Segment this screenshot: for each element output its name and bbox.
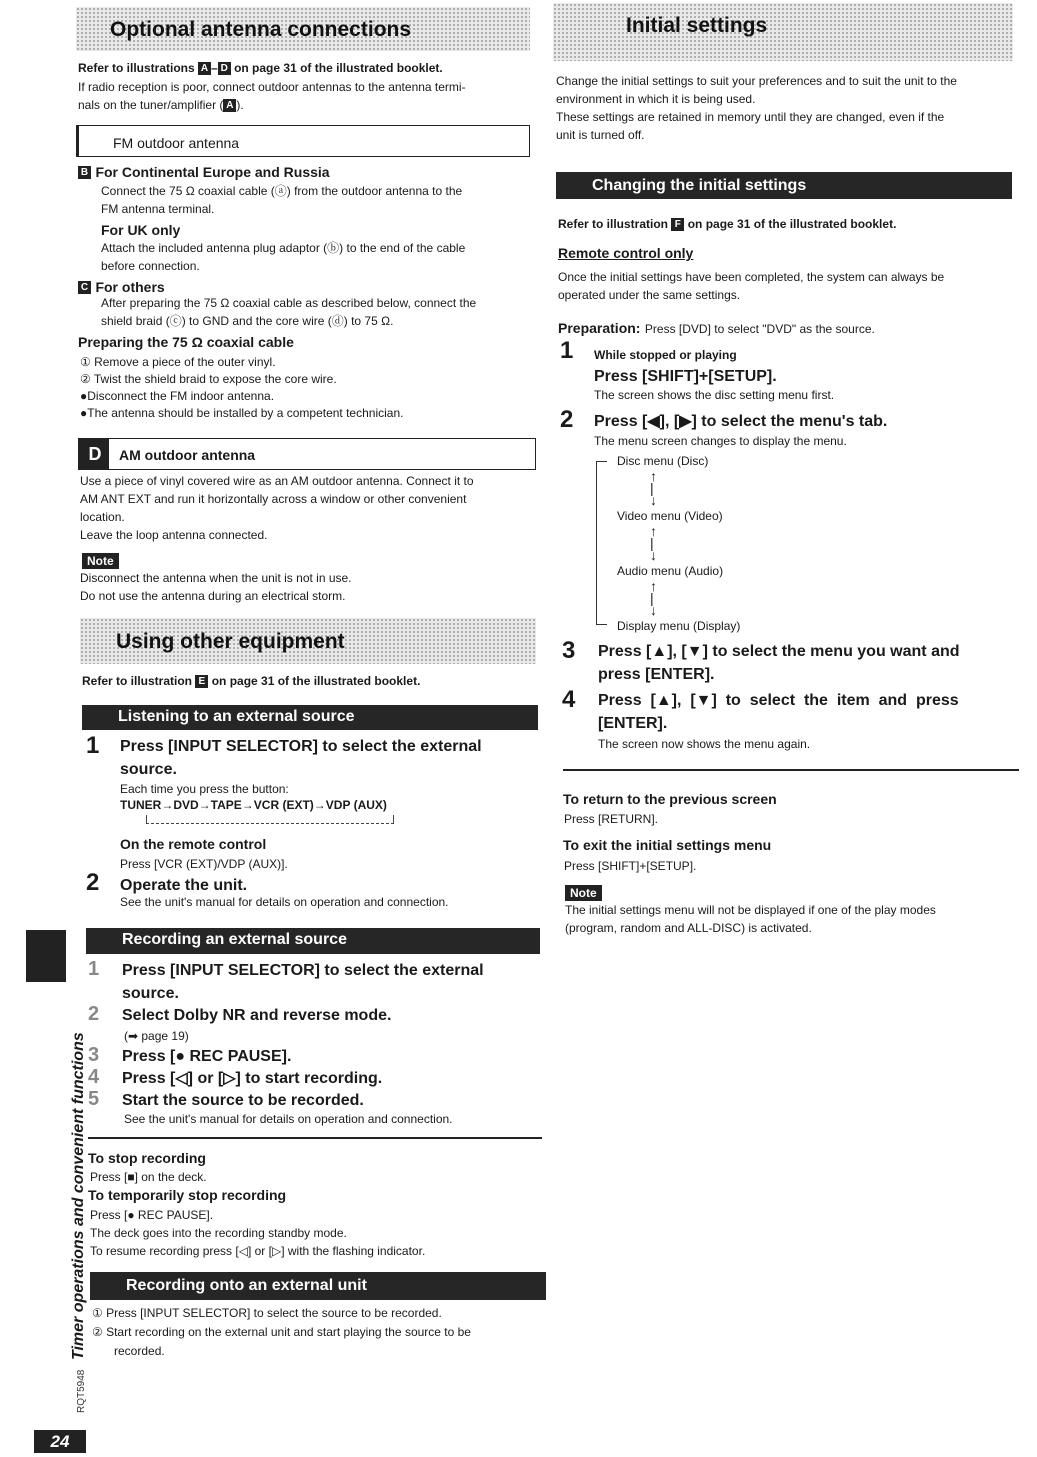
menu-display: Display menu (Display): [617, 619, 741, 633]
other-ref: Refer to illustration E on page 31 of the illustrated booklet.: [82, 674, 421, 688]
initial-title: Initial settings: [626, 14, 768, 37]
remote-text: Press [VCR (EXT)/VDP (AUX)].: [120, 857, 288, 871]
record-n3: 3: [88, 1044, 100, 1066]
optional-ref: Refer to illustrations A – D on page 31 of the illustrated booklet.: [78, 61, 443, 75]
menu-cycle-line: [596, 461, 607, 625]
side-label: Timer operations and convenient functions: [70, 1032, 87, 1360]
side-tab: [26, 930, 66, 982]
right-note-text: The initial settings menu will not be displayed if one of the play modes (program, random and ALL-DISC) is activated.: [565, 903, 936, 935]
init-step2-sub: The menu screen changes to display the menu.: [594, 434, 847, 448]
b-text: Connect the 75 Ω coaxial cable (ⓐ) from the outdoor antenna to the FM antenna terminal.: [101, 184, 463, 216]
init-step4: Press [▲], [▼] to select the item and press [ENTER].: [598, 692, 959, 732]
init-step4-num: 4: [562, 686, 576, 713]
record-n2: 2: [88, 1003, 100, 1025]
init-step3-num: 3: [562, 637, 576, 664]
init-step1: Press [SHIFT]+[SETUP].: [594, 368, 777, 385]
menu-video: Video menu (Video): [617, 509, 723, 523]
temp-title: To temporarily stop recording: [88, 1187, 287, 1203]
exit-title: To exit the initial settings menu: [563, 837, 772, 853]
fm-antenna-heading: FM outdoor antenna: [76, 125, 530, 157]
c-section: C For others: [78, 279, 165, 297]
exit-text: Press [SHIFT]+[SETUP].: [564, 859, 697, 873]
record-step2: Select Dolby NR and reverse mode.: [122, 1007, 392, 1024]
page-number: 24: [34, 1430, 86, 1453]
menu-arrow-1: ↑ | ↓: [650, 468, 657, 508]
init-step1-small: While stopped or playing: [594, 348, 737, 362]
record-step1: Press [INPUT SELECTOR] to select the external source.: [122, 962, 484, 1002]
menu-disc: Disc menu (Disc): [617, 454, 709, 468]
note-badge: Note: [82, 553, 119, 569]
record-step3: Press [● REC PAUSE].: [122, 1048, 292, 1065]
doc-code: RQT5948: [76, 1369, 87, 1413]
onto-bar: Recording onto an external unit: [90, 1272, 546, 1300]
am-antenna-heading: D AM outdoor antenna: [78, 438, 536, 470]
listen-step1-num: 1: [86, 732, 100, 759]
listen-step2-sub: See the unit's manual for details on operation and connection.: [120, 895, 449, 909]
menu-arrow-3: ↑ | ↓: [650, 578, 657, 618]
init-step1-sub: The screen shows the disc setting menu first.: [594, 388, 835, 402]
menu-audio: Audio menu (Audio): [617, 564, 724, 578]
once-text: Once the initial settings have been completed, the system can always be operated under the same settings.: [558, 270, 945, 302]
d-label: D: [81, 439, 109, 469]
optional-intro: If radio reception is poor, connect outdoor antennas to the antenna termi- nals on the tuner/amplifier ( A ).: [78, 80, 466, 112]
uk-title: For UK only: [101, 222, 181, 238]
remote-title: On the remote control: [120, 836, 267, 852]
note-text: Disconnect the antenna when the unit is not in use. Do not use the antenna during an electrical storm.: [80, 571, 352, 603]
input-sequence: TUNER→DVD→TAPE→VCR (EXT)→VDP (AUX): [120, 798, 387, 812]
listen-step1: Press [INPUT SELECTOR] to select the external source.: [120, 738, 482, 778]
init-step1-num: 1: [560, 337, 574, 364]
uk-text: Attach the included antenna plug adaptor (ⓑ) to the end of the cable before connection.: [101, 241, 466, 273]
init-step4-sub: The screen now shows the menu again.: [598, 737, 811, 751]
onto-list: ① Press [INPUT SELECTOR] to select the source to be recorded. ② Start recording on the external unit and start playing the source to be recorded.: [92, 1306, 471, 1358]
record-divider: [88, 1137, 542, 1139]
menu-arrow-2: ↑ | ↓: [650, 523, 657, 563]
record-n1: 1: [88, 958, 100, 980]
change-ref: Refer to illustration F on page 31 of the illustrated booklet.: [558, 217, 897, 231]
stop-title: To stop recording: [88, 1150, 206, 1166]
init-step2: Press [◀], [▶] to select the menu's tab.: [594, 413, 888, 430]
other-title: Using other equipment: [116, 630, 345, 653]
listen-step1-sub: Each time you press the button:: [120, 782, 289, 796]
record-step5-sub: See the unit's manual for details on operation and connection.: [124, 1112, 453, 1126]
b-section: B For Continental Europe and Russia: [78, 164, 330, 182]
prep-list: ① Remove a piece of the outer vinyl. ② Twist the shield braid to expose the core wire. ●Disconnect the FM indoor antenna. ●The antenna should be installed by a competent technician.: [80, 355, 404, 420]
temp-text: Press [● REC PAUSE]. The deck goes into the recording standby mode. To resume recording press [◁] or [▷] with the flashing indicator.: [90, 1208, 426, 1258]
init-step2-num: 2: [560, 406, 574, 433]
preparation: Preparation: Press [DVD] to select "DVD" as the source.: [558, 320, 875, 336]
listen-step2: Operate the unit.: [120, 877, 248, 894]
right-note-badge: Note: [565, 885, 602, 901]
record-step2-sub: (➡ page 19): [124, 1029, 189, 1043]
initial-divider: [563, 769, 1019, 771]
initial-title-banner: [553, 3, 1013, 61]
remote-only: Remote control only: [558, 245, 694, 261]
change-bar: Changing the initial settings: [556, 172, 1012, 199]
record-step4: Press [◁] or [▷] to start recording.: [122, 1070, 383, 1087]
return-title: To return to the previous screen: [563, 791, 777, 807]
listen-step2-num: 2: [86, 869, 100, 896]
stop-text: Press [■] on the deck.: [90, 1170, 207, 1184]
record-n4: 4: [88, 1066, 100, 1088]
return-text: Press [RETURN].: [564, 812, 659, 826]
initial-intro: Change the initial settings to suit your preferences and to suit the unit to the environment in which it is being used. These settings are retained in memory until they are changed, even if the unit is turned off.: [556, 74, 957, 142]
sequence-return-line: [146, 815, 394, 824]
optional-title: Optional antenna connections: [110, 18, 412, 41]
record-bar: Recording an external source: [86, 928, 540, 954]
prep-title: Preparing the 75 Ω coaxial cable: [78, 334, 294, 350]
record-n5: 5: [88, 1088, 100, 1110]
c-text: After preparing the 75 Ω coaxial cable as described below, connect the shield braid (ⓒ) to GND and the core wire (ⓓ) to 75 Ω.: [101, 296, 477, 328]
listen-bar: Listening to an external source: [82, 705, 538, 730]
record-step5: Start the source to be recorded.: [122, 1092, 364, 1109]
init-step3: Press [▲], [▼] to select the menu you want and press [ENTER].: [598, 643, 960, 683]
am-text: Use a piece of vinyl covered wire as an AM outdoor antenna. Connect it to AM ANT EXT and run it horizontally across a window or other convenient location. Leave the loop antenna connected.: [80, 474, 474, 542]
